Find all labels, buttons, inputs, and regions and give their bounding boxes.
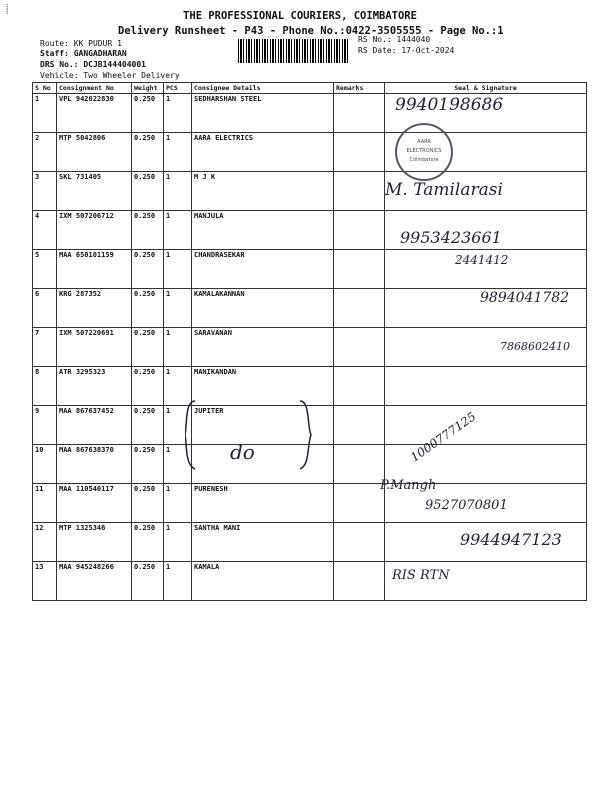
col-weight: Weight [132,83,164,94]
row-consignee: MANIKANDAN [192,367,334,406]
col-consignment: Consignment No [57,83,132,94]
row-consignee: AARA ELECTRICS [192,133,334,172]
table-row [33,172,587,211]
row-pcs: 1 [164,367,192,406]
corner-mark: ⸽ [6,5,9,15]
row-weight: 0.250 [132,172,164,211]
row-consignee: KAMALAKANNAN [192,289,334,328]
row-remarks [334,328,385,367]
row-weight: 0.250 [132,445,164,484]
col-remarks: Remarks [334,83,385,94]
signature-row-5: 2441412 [455,253,509,267]
route-label: Route: KK PUDUR 1 [40,39,122,48]
row-weight: 0.250 [132,562,164,601]
row-remarks [334,523,385,562]
col-pcs: PCS [164,83,192,94]
row-consignee: PURENESH [192,484,334,523]
row-sno: 12 [33,523,57,562]
row-consignment: MAA 867638370 [57,445,132,484]
row-sno: 3 [33,172,57,211]
row-consignment: MAA 945248266 [57,562,132,601]
row-consignment: SKL 731405 [57,172,132,211]
row-weight: 0.250 [132,211,164,250]
staff-label: Staff: GANGADHARAN [40,49,127,58]
row-weight: 0.250 [132,289,164,328]
signature-row-13: RIS RTN [392,568,450,583]
row-remarks [334,445,385,484]
table-row [33,133,587,172]
row-remarks [334,250,385,289]
row-remarks [334,289,385,328]
row-consignee: SEDHARSHAN STEEL [192,94,334,133]
rs-no-label: RS No.: 1444040 [358,35,431,44]
row-sno: 7 [33,328,57,367]
signature-row-6: 9894041782 [480,290,570,306]
row-sno: 1 [33,94,57,133]
table-row [33,211,587,250]
signature-row-12: 9944947123 [460,530,562,549]
row-pcs: 1 [164,562,192,601]
row-pcs: 1 [164,133,192,172]
row-sno: 6 [33,289,57,328]
signature-row-9: 1000777125 [407,409,479,465]
signature-row-4: 9953423661 [400,228,502,247]
row-consignee: JUPITER [192,406,334,445]
row-weight: 0.250 [132,328,164,367]
row-consignee: KAMALA [192,562,334,601]
row-consignment: IXM 507220691 [57,328,132,367]
row-consignment: KRG 287352 [57,289,132,328]
runsheet-subtitle: Delivery Runsheet - P43 - Phone No.:0422-3505555 - Page No.:1 [118,25,504,37]
row-consignment: ATR 3295323 [57,367,132,406]
row-weight: 0.250 [132,133,164,172]
row-remarks [334,94,385,133]
row-consignment: MAA 650101159 [57,250,132,289]
row-pcs: 1 [164,250,192,289]
row-remarks [334,484,385,523]
row-remarks [334,172,385,211]
row-consignee: SANTHA MANI [192,523,334,562]
row-pcs: 1 [164,211,192,250]
table-row [33,562,587,601]
row-sno: 13 [33,562,57,601]
row-consignment: MAA 110540117 [57,484,132,523]
row-remarks [334,406,385,445]
row-sno: 11 [33,484,57,523]
row-pcs: 1 [164,406,192,445]
row-pcs: 1 [164,289,192,328]
row-weight: 0.250 [132,94,164,133]
table-header-row [33,83,587,94]
col-consignee: Consignee Details [192,83,334,94]
company-stamp: AARA ELECTRONICS Coimbatore [395,123,453,181]
row-weight: 0.250 [132,523,164,562]
row-consignee: M J K [192,172,334,211]
row-sno: 10 [33,445,57,484]
row-weight: 0.250 [132,250,164,289]
row-pcs: 1 [164,445,192,484]
row-signature [385,406,587,445]
ditto-mark: do [230,440,255,464]
barcode [238,39,350,63]
signature-row-1: 9940198686 [395,95,504,115]
row-consignment: MTP 1325346 [57,523,132,562]
row-sno: 2 [33,133,57,172]
signature-row-11: P.Mangh [380,478,437,493]
row-weight: 0.250 [132,484,164,523]
row-sno: 9 [33,406,57,445]
table-row [33,94,587,133]
row-remarks [334,133,385,172]
row-weight: 0.250 [132,406,164,445]
row-signature [385,367,587,406]
row-pcs: 1 [164,94,192,133]
bracket-marks [185,395,325,475]
row-weight: 0.250 [132,367,164,406]
vehicle-label: Vehicle: Two Wheeler Delivery [40,71,180,80]
row-consignee: MANJULA [192,211,334,250]
row-sno: 5 [33,250,57,289]
row-sno: 4 [33,211,57,250]
row-pcs: 1 [164,484,192,523]
row-sno: 8 [33,367,57,406]
col-sno: S No [33,83,57,94]
row-consignment: VPL 942022830 [57,94,132,133]
row-pcs: 1 [164,523,192,562]
signature-row-11-phone: 9527070801 [425,498,508,513]
row-pcs: 1 [164,172,192,211]
row-remarks [334,211,385,250]
row-remarks [334,562,385,601]
signature-row-3: M. Tamilarasi [385,180,503,200]
row-remarks [334,367,385,406]
signature-row-8: 7868602410 [500,340,570,353]
row-consignee: CHANDRASEKAR [192,250,334,289]
row-pcs: 1 [164,328,192,367]
row-consignment: IXM 507206712 [57,211,132,250]
row-consignee: SARAVANAN [192,328,334,367]
col-signature: Seal & Signature [385,83,587,94]
rs-date-label: RS Date: 17-Oct-2024 [358,46,455,55]
row-consignment: MTP 5042806 [57,133,132,172]
row-consignment: MAA 867637452 [57,406,132,445]
drs-label: DRS No.: DCJB144404001 [40,60,146,69]
runsheet-title: THE PROFESSIONAL COURIERS, COIMBATORE [183,10,417,22]
